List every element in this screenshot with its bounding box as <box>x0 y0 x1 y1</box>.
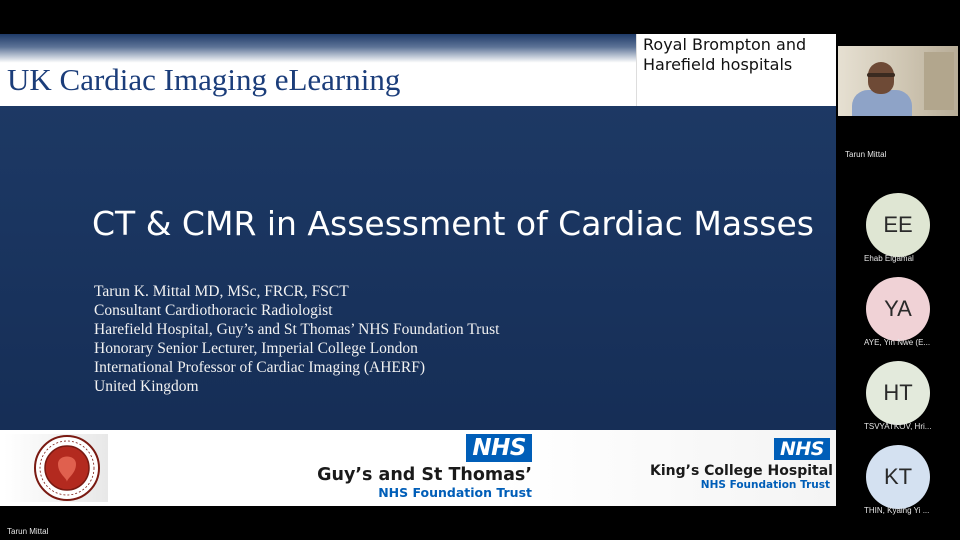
author-line: United Kingdom <box>94 378 199 395</box>
video-shelf <box>924 52 954 110</box>
hospital-logo <box>636 34 836 106</box>
kch-trust-name: NHS Foundation Trust <box>700 479 830 491</box>
author-line: Harefield Hospital, Guy’s and St Thomas’ NHS Foundation Trust <box>94 321 500 338</box>
author-line: Honorary Senior Lecturer, Imperial College London <box>94 340 418 357</box>
presenter-glasses <box>867 73 895 77</box>
gstt-org-name: Guy’s and St Thomas’ <box>317 465 532 485</box>
participant-name: THIN, Kyaing Yi ... <box>864 506 930 515</box>
participant-avatar[interactable]: KT <box>866 445 930 509</box>
participant-avatar[interactable]: YA <box>866 277 930 341</box>
scct-logo <box>4 434 108 502</box>
hospital-line-1: Royal Brompton and <box>643 35 807 54</box>
logo-bar <box>0 430 836 506</box>
shared-slide <box>0 34 836 506</box>
active-speaker-label: Tarun Mittal <box>7 527 49 536</box>
kch-logo <box>650 438 833 491</box>
presenter-video-tile[interactable] <box>838 46 958 116</box>
slide-header <box>0 34 836 106</box>
participant-avatar[interactable]: EE <box>866 193 930 257</box>
participant-avatar[interactable]: HT <box>866 361 930 425</box>
author-line: Consultant Cardiothoracic Radiologist <box>94 302 333 319</box>
gstt-logo <box>300 434 532 500</box>
course-title: UK Cardiac Imaging eLearning <box>7 62 401 97</box>
scct-seal-icon <box>32 434 102 502</box>
gstt-trust-name: NHS Foundation Trust <box>378 485 532 500</box>
nhs-badge: NHS <box>466 434 532 462</box>
author-block <box>94 282 499 396</box>
nhs-badge: NHS <box>774 438 830 460</box>
talk-title: CT & CMR in Assessment of Cardiac Masses <box>92 204 814 243</box>
kch-org-name: King’s College Hospital <box>650 463 833 479</box>
hospital-line-2: Harefield hospitals <box>643 55 793 74</box>
author-line: Tarun K. Mittal MD, MSc, FRCR, FSCT <box>94 283 349 300</box>
participant-name: TSVYATKOV, Hri... <box>864 422 932 431</box>
participant-name: Ehab Elgamal <box>864 254 914 263</box>
participant-name: AYE, Yin Nwe (E... <box>864 338 931 347</box>
presenter-head <box>868 62 894 94</box>
author-line: International Professor of Cardiac Imaging (AHERF) <box>94 359 426 376</box>
presenter-name-label: Tarun Mittal <box>845 150 887 159</box>
